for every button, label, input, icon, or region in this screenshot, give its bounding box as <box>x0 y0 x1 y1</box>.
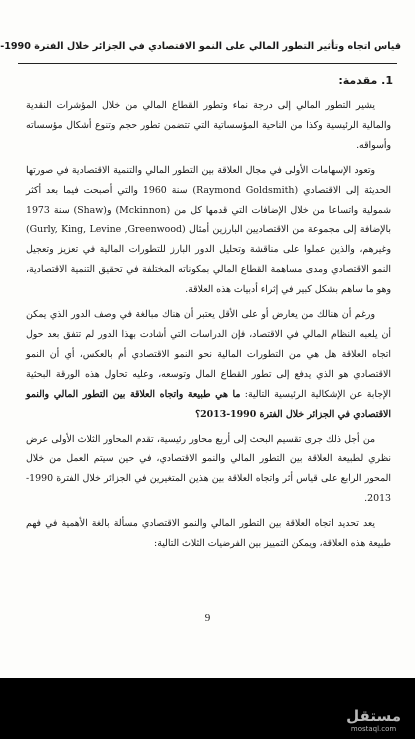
paragraph-hypotheses <box>26 514 391 554</box>
bottom-black-bar <box>0 678 415 739</box>
paragraph-literature-text: وتعود الإسهامات الأولى في مجال العلاقة بين التطور المالي والتنمية الاقتصادية في صورتها الحديثة إلى الاقتصادي (Raymond Goldsmith) سنة 1960 والتي أصبحت فيما بعد أكثر شمولية واتساعا من خلال الإضافات التي قدمها كل من (Mckinnon) و(Shaw) سنة 1973 بالإضافة إلى مجموعة من الاقتصاديين البارزين أمثال (Gurly, King, Levine ,Greenwood) وغيرهم، والذين عملوا على مناقشة وتحليل الدور البارز للتطورات المالية في تعزيز وتعجيل النمو الاقتصادي ومدى مساهمة القطاع المالي بمكوناته المختلفة في تحقيق التنمية الاقتصادية، وهو ما ساهم بشكل كبير في إثراء أدبيات هذه العلاقة. <box>26 164 392 296</box>
paragraph-structure-text: من أجل ذلك جرى تقسيم البحث إلى أربع محاور رئيسية، تقدم المحاور الثلاث الأولى عرض نظري لطبيعة العلاقة بين التطور المالي والنمو الاقتصادي، في حين سيتم العمل من خلال المحور الرابع على قياس أثر واتجاه العلاقة بين هذين المتغيرين في الجزائر خلال الفترة 1990-2013. <box>26 433 391 505</box>
watermark-domain: mostaql.com <box>350 725 397 733</box>
page-number: 9 <box>204 612 211 624</box>
paragraph-problem-text: ورغم أن هنالك من يعارض أو على الأقل يعتبر أن هناك مبالغة في وصف الدور الذي يمكن أن يلعبه النظام المالي في الاقتصاد، فإن الدراسات التي أشادت بهذا الدور لم تتفق بعد حول اتجاه العلاقة هل هي من التطورات المالية نحو النمو الاقتصادي أم بالعكس، أي أن النمو الاقتصادي هو الذي يدفع إلى تطور القطاع المال وتوسعه، وعليه تحاول هذه الورقة البحثية الإجابة عن الإشكالية الرئيسية التالية: <box>26 309 392 400</box>
research-question: ما هي طبيعة واتجاه العلاقة بين التطور المالي والنمو الاقتصادي في الجزائر خلال الفترة 1990-2013؟ <box>26 388 391 420</box>
watermark <box>346 707 401 733</box>
paragraph-hypotheses-text: يعد تحديد اتجاه العلاقة بين التطور المالي والنمو الاقتصادي مسألة بالغة الأهمية في فهم طبيعة هذه العلاقة، ويمكن التمييز بين الفرضيات الثلاث التالية: <box>26 518 391 550</box>
paragraph-structure <box>26 430 391 510</box>
watermark-logo: مستقل <box>346 707 401 725</box>
paragraph-problem <box>26 305 391 424</box>
body-text <box>26 96 391 559</box>
paragraph-literature <box>26 161 391 300</box>
running-title: قياس اتجاه وتأثير التطور المالي على النمو الاقتصادي في الجزائر خلال الفترة 1990- <box>0 41 401 52</box>
paragraph-definition-text: يشير التطور المالي إلى درجة نماء وتطور القطاع المالي من خلال المؤشرات النقدية والمالية الرئيسية وكذا من الناحية المؤسساتية التي تتضمن تطور حجم وتنوع أشكال مؤسساته وأسواقه. <box>26 100 391 151</box>
header-rule <box>18 63 397 64</box>
section-heading: 1. مقدمة: <box>338 74 393 87</box>
paragraph-definition <box>26 96 391 156</box>
